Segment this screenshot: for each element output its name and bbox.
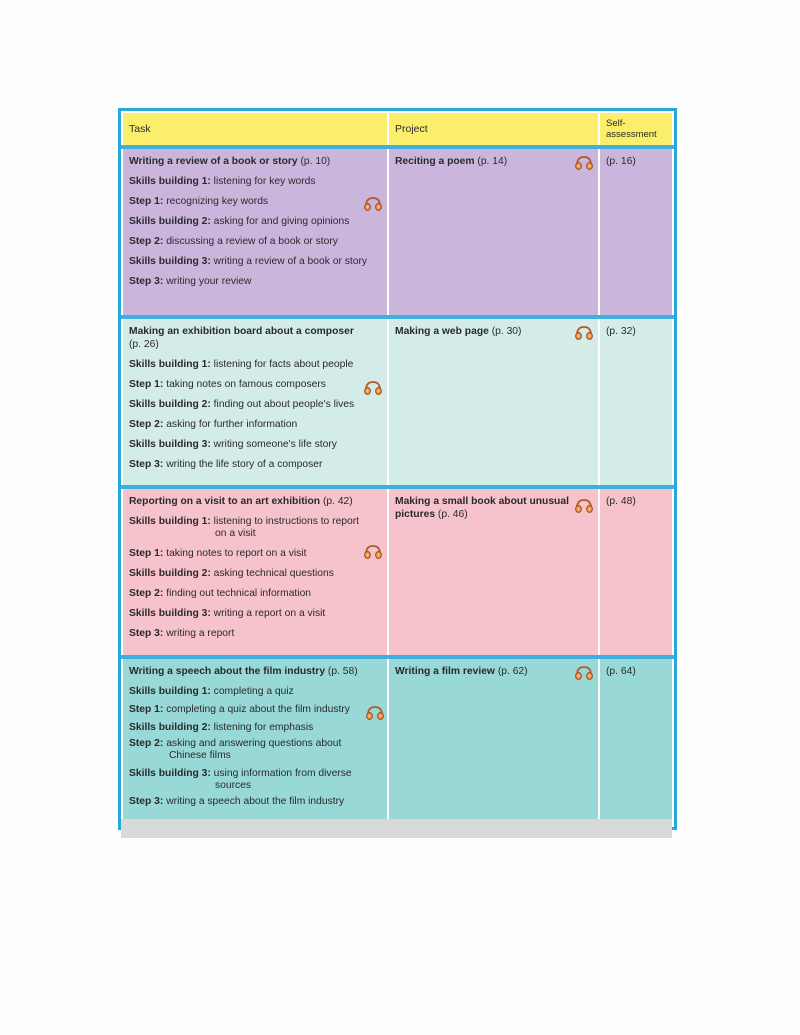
task-line: Skills building 1: listening for key words: [129, 176, 316, 187]
task-line: Step 2: finding out technical information: [129, 588, 312, 599]
task-line: Step 1: taking notes on famous composers: [129, 379, 326, 390]
task-line: Step 1: taking notes to report on a visit: [129, 548, 307, 559]
task-cell: [122, 147, 388, 317]
contents-table-wrapper: [121, 111, 672, 827]
task-line: Skills building 2: listening for emphasis: [129, 722, 314, 733]
task-line: Step 2: discussing a review of a book or story: [129, 236, 338, 247]
task-line: Skills building 1: listening to instructions to report on a visit: [129, 516, 360, 539]
project-title: Making a web page (p. 30): [395, 326, 522, 337]
footer-bar: [121, 819, 672, 838]
project-cell: [388, 657, 599, 826]
headphones-icon: [363, 543, 383, 561]
task-line: Skills building 3: writing a report on a visit: [129, 608, 326, 619]
task-title: Writing a review of a book or story (p. 10): [129, 156, 331, 167]
task-line: Skills building 2: finding out about people's lives: [129, 399, 355, 410]
header-self-assessment: Self- assessment: [599, 112, 673, 147]
unit-row: [122, 147, 673, 317]
task-title: Writing a speech about the film industry (p. 58): [129, 666, 358, 677]
self-assessment-cell: (p. 64): [599, 657, 673, 826]
task-line: Step 3: writing the life story of a composer: [129, 459, 323, 470]
self-assessment-cell: (p. 48): [599, 487, 673, 657]
task-line: Step 3: writing a report: [129, 628, 235, 639]
header-task: Task: [122, 112, 388, 147]
self-assessment-cell: (p. 16): [599, 147, 673, 317]
headphones-icon: [574, 664, 594, 682]
task-line: Skills building 3: writing someone's life story: [129, 439, 337, 450]
project-title: Writing a film review (p. 62): [395, 666, 528, 677]
task-cell: [122, 657, 388, 826]
headphones-icon: [363, 195, 383, 213]
task-line: Skills building 1: completing a quiz: [129, 686, 294, 697]
unit-row: [122, 657, 673, 826]
task-line: Skills building 2: asking for and giving opinions: [129, 216, 350, 227]
headphones-icon: [574, 324, 594, 342]
project-title: Making a small book about unusual pictures (p. 46): [395, 496, 569, 520]
task-title: Making an exhibition board about a composer (p. 26): [129, 326, 354, 350]
task-line: Skills building 2: asking technical questions: [129, 568, 334, 579]
task-cell: [122, 317, 388, 487]
project-cell: [388, 147, 599, 317]
headphones-icon: [574, 154, 594, 172]
project-cell: [388, 317, 599, 487]
task-line: Step 1: recognizing key words: [129, 196, 269, 207]
task-line: Skills building 1: listening for facts about people: [129, 359, 354, 370]
task-line: Skills building 3: using information from diverse sources: [129, 768, 352, 791]
task-title: Reporting on a visit to an art exhibition (p. 42): [129, 496, 353, 507]
self-assessment-cell: (p. 32): [599, 317, 673, 487]
project-title: Reciting a poem (p. 14): [395, 156, 508, 167]
task-line: Skills building 3: writing a review of a book or story: [129, 256, 368, 267]
task-line: Step 1: completing a quiz about the film industry: [129, 704, 350, 715]
header-project: Project: [388, 112, 599, 147]
headphones-icon: [363, 379, 383, 397]
headphones-icon: [365, 704, 385, 722]
task-line: Step 2: asking and answering questions about Chinese films: [129, 738, 342, 761]
task-line: Step 3: writing a speech about the film industry: [129, 796, 345, 807]
headphones-icon: [574, 497, 594, 515]
task-line: Step 3: writing your review: [129, 276, 252, 287]
unit-row: [122, 487, 673, 657]
task-cell: [122, 487, 388, 657]
header-row: [122, 112, 673, 147]
contents-table: [121, 111, 674, 827]
unit-row: [122, 317, 673, 487]
project-cell: [388, 487, 599, 657]
task-line: Step 2: asking for further information: [129, 419, 298, 430]
